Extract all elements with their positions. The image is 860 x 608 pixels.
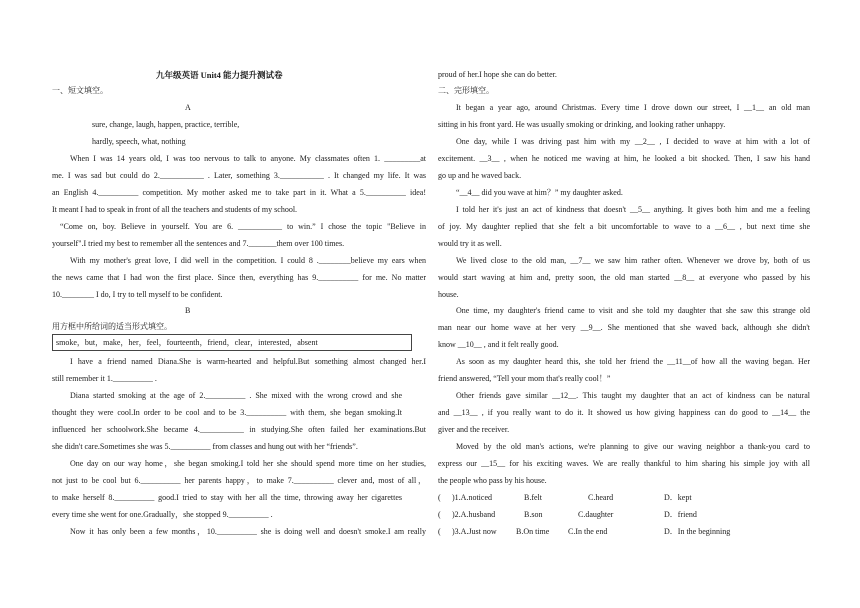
cloze-line: As soon as my daughter heard this, she told her friend the __11__of how all the waving began. Her: [456, 357, 810, 366]
cloze-line: of joy. My daughter replied that she felt a bit uncomfortable to wave to a __6__ , but next time she: [438, 222, 810, 231]
option-b[interactable]: B.son: [524, 510, 543, 519]
word-box-text: smoke，but，make，her，feel，fourteenth，friend，clear，interested，absent: [56, 338, 318, 347]
option-b[interactable]: B.felt: [524, 493, 542, 502]
part-a-line: an English 4.__________ competition. My mother asked me to take part in it. What a 5.__________ idea!: [52, 188, 426, 197]
cloze-line: Moved by the old man's actions, we're planning to give our waving neighbor a thank-you card to: [456, 442, 810, 451]
option-paren: (: [438, 493, 441, 502]
part-b-instruction: 用方框中所给词的适当形式填空。: [52, 322, 172, 331]
cloze-line: One time, my daughter's friend came to visit and she told my daughter that she saw this strange old: [456, 306, 810, 315]
part-a-line: me. I was sad but could do 2.___________ . Later, something 3.___________ . It changed my life. It was: [52, 171, 426, 180]
cloze-line: go up and he waved back.: [438, 171, 522, 180]
cloze-line: giver and the receiver.: [438, 425, 510, 434]
option-paren: (: [438, 527, 441, 536]
option-c[interactable]: C.In the end: [568, 527, 608, 536]
option-c[interactable]: C.daughter: [578, 510, 614, 519]
part-a-word-list-2: hardly, speech, what, nothing: [92, 137, 186, 146]
cloze-line: man near our home wave at her very __9__. She mentioned that she waved back, although she didn't: [438, 323, 810, 332]
part-b-line: One day on our way home，she began smoking.I told her she should spend more time on her studies,: [70, 459, 426, 468]
part-b-line: influenced her schoolwork.She became 4.___________ in studying.She often failed her examinations.But: [52, 425, 426, 434]
part-a-word-list-1: sure, change, laugh, happen, practice, terrible,: [92, 120, 240, 129]
option-d[interactable]: D．kept: [664, 493, 692, 502]
continuation-line: proud of her.I hope she can do better.: [438, 70, 557, 79]
cloze-line: Other friends gave similar __12__. This taught my daughter that an act of kindness can be natural: [456, 391, 810, 400]
option-a[interactable]: )1.A.noticed: [452, 493, 492, 502]
part-b-line: I have a friend named Diana.She is warm-hearted and helpful.But something almost changed her.I: [70, 357, 426, 366]
option-paren: (: [438, 510, 441, 519]
cloze-line: would try it as well.: [438, 239, 502, 248]
part-b-label: B: [185, 306, 191, 315]
section1-heading: 一、短文填空。: [52, 86, 108, 95]
option-a[interactable]: )3.A.Just now: [452, 527, 497, 536]
word-box: [52, 334, 412, 351]
option-b[interactable]: B.On time: [516, 527, 550, 536]
cloze-line: and __13__ , if you really want to do it. It showed us how giving happiness can do good to __14__ the: [438, 408, 810, 417]
section2-heading: 二、完形填空。: [438, 86, 494, 95]
part-a-line: “Come on, boy. Believe in yourself. You are 6. ___________ to win.” I chose the topic "Believe in: [60, 222, 426, 231]
option-a[interactable]: )2.A.husband: [452, 510, 496, 519]
cloze-line: excitement. __3__ , when he noticed me waving at him, he looked a bit shocked. Then, I saw his hand: [438, 154, 810, 163]
cloze-line: the people who pass by his house.: [438, 476, 547, 485]
option-d[interactable]: D．In the beginning: [664, 527, 731, 536]
cloze-line: sitting in his front yard. He was usually smoking or drinking, and looking rather unhappy.: [438, 120, 726, 129]
part-a-line: With my mother's great love, I did well in the competition. I could 8 .________believe my ears when: [70, 256, 426, 265]
cloze-line: It began a year ago, around Christmas. Every time I drove down our street, I __1__ an old man: [456, 103, 810, 112]
part-a-line: the news came that I had won the first place. Since then, everything has 9.__________ for me. No matter: [52, 273, 426, 282]
cloze-line: friend answered, “Tell your mom that's really cool！”: [438, 374, 611, 383]
cloze-line: know __10__ , and it felt really good.: [438, 340, 559, 349]
cloze-line: I told her it's just an act of kindness that doesn't __5__ anything. It gives both him and me a feeling: [456, 205, 810, 214]
option-c[interactable]: C.heard: [588, 493, 614, 502]
cloze-line: house.: [438, 290, 459, 299]
part-b-line: thought they were cool.In order to be cool and to be 3.__________ with them, she began smoking.It: [52, 408, 402, 417]
part-b-line: still remember it 1.__________ .: [52, 374, 157, 383]
cloze-line: We lived close to the old man, __7__ we saw him rather often. Whenever we drove by, both of us: [456, 256, 810, 265]
cloze-line: “__4__ did you wave at him？” my daughter asked.: [456, 188, 623, 197]
part-a-label: A: [185, 103, 191, 112]
page-title: 九年级英语 Unit4 能力提升测试卷: [156, 70, 283, 80]
part-b-line: to make herself 8.__________ good.I tried to stay with her all the time, throwing away her cigarettes: [52, 493, 402, 502]
cloze-line: express our __15__ for his exciting waves. We are really thankful to him sharing his simple joy with all: [438, 459, 810, 468]
part-b-line: Now it has only been a few months，10.__________ she is doing well and doesn't smoke.I am really: [70, 527, 426, 536]
part-b-line: she didn't care.Sometimes she was 5.__________ from classes and hung out with her “friends”.: [52, 442, 358, 451]
cloze-line: would start waving at him and, pretty soon, the old man started __8__ at everyone who passed by his: [438, 273, 810, 282]
part-b-line: not just to be cool but 6.__________ her parents happy，to make 7.__________ clever and, most of all，: [52, 476, 426, 485]
part-b-line: every time she went for one.Gradually，she stopped 9.__________ .: [52, 510, 273, 519]
part-a-line: It meant I had to speak in front of all the teachers and students of my school.: [52, 205, 298, 214]
part-a-line: yourself".I tried my best to remember all the sentences and 7._______them over 100 times.: [52, 239, 345, 248]
cloze-line: One day, while I was driving past him with my __2__ , I decided to wave at him with a lot of: [456, 137, 810, 146]
option-d[interactable]: D．friend: [664, 510, 697, 519]
part-a-line: When I was 14 years old, I was too nervous to talk to anyone. My classmates often 1. _________at: [70, 154, 426, 163]
part-b-line: Diana started smoking at the age of 2.__________ . She mixed with the wrong crowd and she: [70, 391, 402, 400]
part-a-line: 10.________ I do, I try to tell myself to be confident.: [52, 290, 223, 299]
